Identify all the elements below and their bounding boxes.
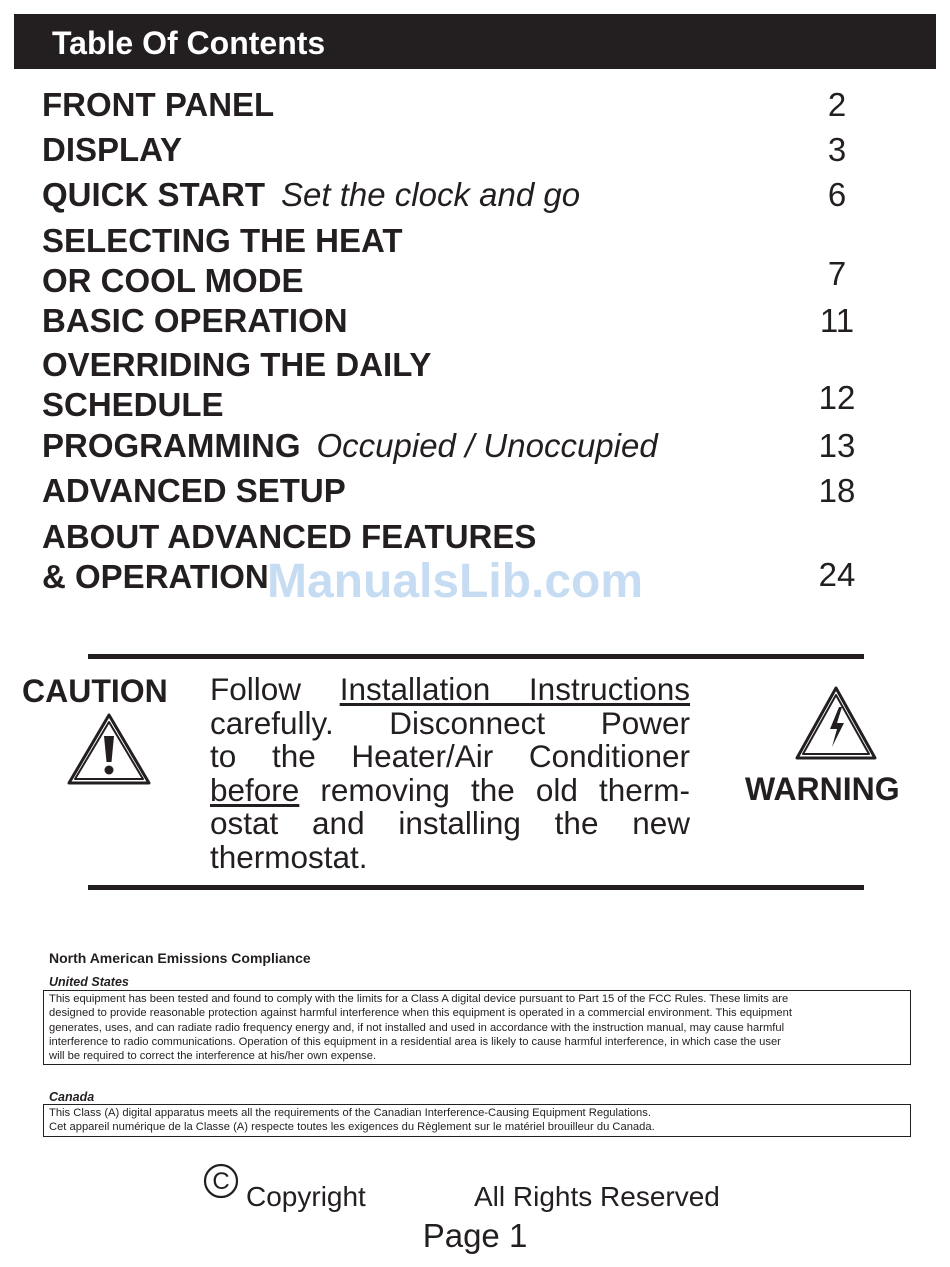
caution-line-2: carefully. Disconnect Power: [210, 704, 690, 741]
copyright-text: Copyright: [246, 1181, 366, 1212]
caution-line-1: Follow Installation Instructions: [210, 671, 690, 707]
caution-label: CAUTION: [22, 673, 168, 709]
emissions-title: North American Emissions Compliance: [49, 950, 311, 966]
toc-page-number: 18: [818, 472, 856, 509]
toc-entry-title: PROGRAMMING: [42, 427, 301, 464]
toc-entry-title: DISPLAY: [42, 131, 182, 168]
page-title: Table Of Contents: [52, 25, 326, 61]
canada-label: Canada: [49, 1090, 95, 1104]
toc-page-number: 6: [827, 176, 847, 213]
us-label: United States: [49, 975, 129, 989]
toc-entry-title-line2: OR COOL MODE: [42, 262, 304, 299]
watermark: ManualsLib.com: [267, 555, 644, 608]
toc-entry-title: ABOUT ADVANCED FEATURES: [42, 518, 537, 555]
toc-entry-advanced-setup[interactable]: [42, 471, 346, 511]
toc-entry-title: SELECTING THE HEAT: [42, 222, 403, 259]
toc-page-number: 12: [818, 379, 856, 416]
caution-line-6: thermostat.: [210, 838, 368, 875]
toc-entry-title: QUICK START: [42, 176, 266, 213]
header-bar: [14, 14, 936, 69]
caution-line-5: ostat and installing the new: [210, 805, 690, 841]
caution-line-4: before removing the old therm-: [210, 771, 690, 808]
toc-entry-selecting-mode[interactable]: [42, 221, 403, 301]
svg-text:C: C: [212, 1168, 230, 1195]
toc-entry-subtitle: Occupied / Unoccupied: [316, 427, 658, 464]
toc-entry-programming[interactable]: [42, 426, 658, 466]
toc-entry-subtitle: Set the clock and go: [281, 176, 581, 213]
toc-entry-basic-operation[interactable]: [42, 301, 348, 341]
divider-bottom: [88, 885, 864, 890]
toc-page-number: 24: [818, 556, 856, 593]
caution-triangle-icon: [66, 712, 152, 786]
rights-reserved-text: All Rights Reserved: [474, 1181, 720, 1212]
toc-page-number: 11: [819, 302, 855, 339]
caution-line-3: to the Heater/Air Conditioner: [210, 738, 690, 774]
us-compliance-box: This equipment has been tested and found to comply with the limits for a Class A digital device pursuant to Part 15 of the FCC Rules. These limits are designed to provide reasonable protection against harmful interference when this equipment is operated in a commercial environment. This equipment generates, uses, and can radiate radio frequency energy and, if not installed and used in accordance with the instruction manual, may cause harmful interference to radio communications. Operation of this equipment in a residential area is likely to cause harmful interference, in which case the user will be required to correct the interference at his/her own expense.: [43, 990, 911, 1065]
installation-instructions-link: Installation Instructions: [339, 671, 690, 707]
toc-page-number: 7: [827, 255, 847, 292]
toc-page-number: 13: [818, 427, 856, 464]
toc-page-number: 2: [827, 86, 847, 123]
toc-entry-overriding-schedule[interactable]: [42, 345, 431, 425]
toc-page-number: 3: [827, 131, 847, 168]
electrical-hazard-icon: [794, 685, 878, 761]
page-number: Page 1: [422, 1217, 528, 1254]
copyright-icon: [203, 1163, 239, 1199]
toc-entry-front-panel[interactable]: [42, 85, 274, 125]
toc-entry-display[interactable]: [42, 130, 182, 170]
toc-entry-title: FRONT PANEL: [42, 86, 275, 123]
canada-compliance-box: This Class (A) digital apparatus meets all the requirements of the Canadian Interference-Causing Equipment Regulations. Cet appareil numérique de la Classe (A) respecte toutes les exigences du Règlement sur le matériel brouilleur du Canada.: [43, 1104, 911, 1137]
caution-text: [210, 673, 690, 874]
toc-entry-quick-start[interactable]: [42, 175, 580, 215]
toc-entry-title-line2: SCHEDULE: [42, 386, 224, 423]
warning-label: WARNING: [745, 771, 900, 807]
divider-top: [88, 654, 864, 659]
toc-entry-title: ADVANCED SETUP: [42, 472, 346, 509]
toc-entry-title-line2: & OPERATION: [42, 558, 269, 595]
toc-entry-title: BASIC OPERATION: [42, 302, 348, 339]
toc-entry-title: OVERRIDING THE DAILY: [42, 346, 432, 383]
